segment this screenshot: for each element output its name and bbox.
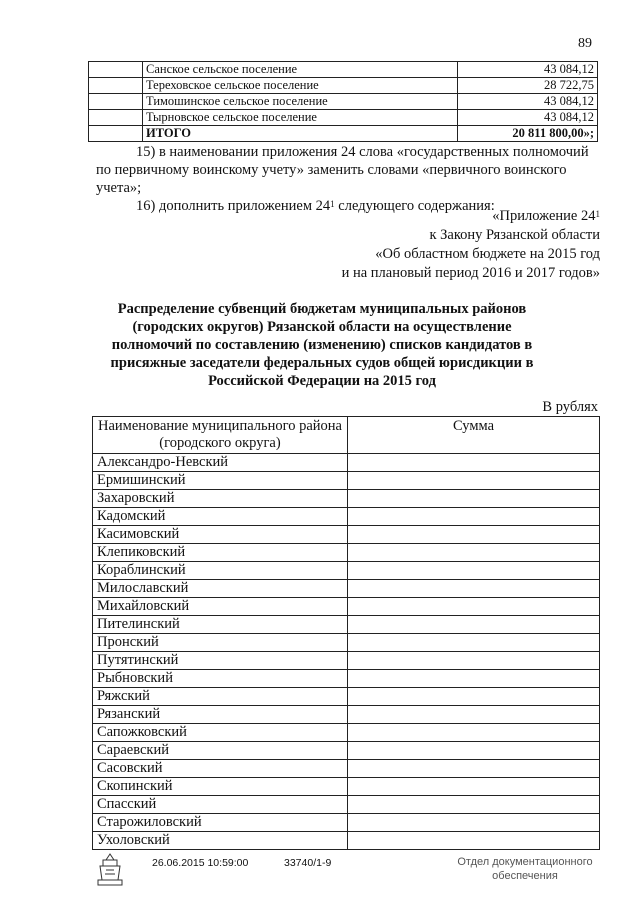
amount-cell — [348, 454, 600, 472]
district-name-cell: Скопинский — [93, 778, 348, 796]
district-name-cell: Ермишинский — [93, 472, 348, 490]
paragraph-15-line3: учета»; — [96, 180, 142, 196]
settlement-name-cell: Тереховское сельское поселение — [143, 78, 458, 94]
settlement-name-cell: Тимошинское сельское поселение — [143, 94, 458, 110]
table-row — [93, 760, 600, 778]
amount-cell — [348, 814, 600, 832]
amount-cell — [348, 508, 600, 526]
table-row — [93, 508, 600, 526]
district-name-cell: Пителинский — [93, 616, 348, 634]
distribution-table-body — [93, 454, 600, 850]
table-row — [93, 742, 600, 760]
amount-cell — [348, 832, 600, 850]
table-header-row — [93, 417, 600, 454]
amount-cell — [348, 652, 600, 670]
table-row — [93, 616, 600, 634]
table-row — [89, 94, 598, 110]
department-stamp — [450, 855, 600, 883]
row-index-cell — [89, 62, 143, 78]
table-row — [93, 634, 600, 652]
table-row — [93, 796, 600, 814]
district-name-cell: Кадомский — [93, 508, 348, 526]
stamp-line-1: Отдел документационного — [457, 856, 593, 868]
district-name-cell: Сасовский — [93, 760, 348, 778]
amount-cell — [348, 670, 600, 688]
district-name-cell: Клепиковский — [93, 544, 348, 562]
table-row — [93, 544, 600, 562]
district-name-cell: Спасский — [93, 796, 348, 814]
total-label-cell: ИТОГО — [143, 126, 458, 142]
table-row — [93, 454, 600, 472]
amount-cell: 43 084,12 — [458, 62, 598, 78]
table-row — [93, 562, 600, 580]
district-name-cell: Сараевский — [93, 742, 348, 760]
district-name-cell: Сапожковский — [93, 724, 348, 742]
table-row — [93, 598, 600, 616]
district-name-cell: Михайловский — [93, 598, 348, 616]
district-name-cell: Милославский — [93, 580, 348, 598]
table-row — [93, 688, 600, 706]
district-name-cell: Старожиловский — [93, 814, 348, 832]
appendix-title: «Приложение 24 — [492, 208, 596, 224]
table-row — [93, 778, 600, 796]
district-name-cell: Путятинский — [93, 652, 348, 670]
table-row — [93, 472, 600, 490]
row-index-cell — [89, 94, 143, 110]
footer-document-id: 33740/1-9 — [284, 857, 332, 869]
total-row — [89, 126, 598, 142]
table-row — [89, 62, 598, 78]
table-row — [93, 706, 600, 724]
amount-cell — [348, 544, 600, 562]
table-row — [93, 526, 600, 544]
district-name-cell: Ряжский — [93, 688, 348, 706]
district-name-cell: Александро-Невский — [93, 454, 348, 472]
amount-cell: 43 084,12 — [458, 94, 598, 110]
amount-cell — [348, 526, 600, 544]
district-name-cell: Рыбновский — [93, 670, 348, 688]
amount-cell — [348, 796, 600, 814]
amount-cell — [348, 688, 600, 706]
district-name-cell: Пронский — [93, 634, 348, 652]
subvention-distribution-table — [92, 416, 600, 850]
paragraph-16-tail: следующего содержания: — [334, 198, 495, 214]
table-row — [93, 490, 600, 508]
paragraph-16-superscript: 1 — [330, 199, 335, 209]
appendix-line-4: и на плановый период 2016 и 2017 годов» — [341, 265, 600, 281]
row-index-cell — [89, 78, 143, 94]
footer-datetime: 26.06.2015 10:59:00 — [152, 857, 249, 869]
table-row — [93, 652, 600, 670]
amount-cell — [348, 706, 600, 724]
district-name-cell: Рязанский — [93, 706, 348, 724]
total-amount-cell: 20 811 800,00»; — [458, 126, 598, 142]
amount-cell — [348, 616, 600, 634]
section-heading: Распределение субвенций бюджетам муниципальных районов (городских округов) Рязанской области на осуществление полномочий по составлению (изменению) списков кандидатов в присяжные заседатели федеральных судов общей юрисдикции в Российской Федерации на 2015 год — [110, 301, 534, 389]
amount-cell — [348, 490, 600, 508]
amount-cell — [348, 760, 600, 778]
district-name-cell: Ухоловский — [93, 832, 348, 850]
amount-cell — [348, 472, 600, 490]
table-row — [93, 580, 600, 598]
district-name-cell: Касимовский — [93, 526, 348, 544]
settlement-name-cell: Санское сельское поселение — [143, 62, 458, 78]
stamp-line-2: обеспечения — [492, 870, 558, 882]
row-index-cell — [89, 110, 143, 126]
settlement-name-cell: Тырновское сельское поселение — [143, 110, 458, 126]
appendix-line-3: «Об областном бюджете на 2015 год — [375, 246, 600, 262]
budget-continuation-table — [88, 61, 598, 142]
appendix-superscript: 1 — [595, 209, 600, 219]
amount-cell — [348, 742, 600, 760]
appendix-header — [342, 207, 600, 283]
table-row — [93, 814, 600, 832]
table-row — [89, 78, 598, 94]
page-number: 89 — [578, 36, 592, 51]
district-name-cell: Захаровский — [93, 490, 348, 508]
amount-cell: 28 722,75 — [458, 78, 598, 94]
emblem-icon — [96, 852, 124, 888]
district-name-cell: Кораблинский — [93, 562, 348, 580]
column-header-district: Наименование муниципального района (городского округа) — [93, 417, 348, 454]
table-row — [93, 670, 600, 688]
paragraph-15-line1: 15) в наименовании приложения 24 слова «государственных полномочий — [136, 144, 589, 160]
amount-cell — [348, 562, 600, 580]
amount-cell — [348, 580, 600, 598]
paragraph-15-line2: по первичному воинскому учету» заменить словами «первичного воинского — [96, 162, 567, 178]
appendix-line-2: к Закону Рязанской области — [429, 227, 600, 243]
row-index-cell — [89, 126, 143, 142]
continuation-table-body — [89, 62, 598, 142]
table-row — [89, 110, 598, 126]
amount-cell — [348, 634, 600, 652]
amount-cell — [348, 598, 600, 616]
paragraph-16-text: 16) дополнить приложением 24 — [136, 198, 331, 214]
amount-cell: 43 084,12 — [458, 110, 598, 126]
table-row — [93, 724, 600, 742]
column-header-amount: Сумма — [348, 417, 600, 454]
amount-cell — [348, 778, 600, 796]
amount-cell — [348, 724, 600, 742]
appendix-line-1 — [342, 207, 600, 226]
table-row — [93, 832, 600, 850]
units-label: В рублях — [542, 399, 598, 415]
